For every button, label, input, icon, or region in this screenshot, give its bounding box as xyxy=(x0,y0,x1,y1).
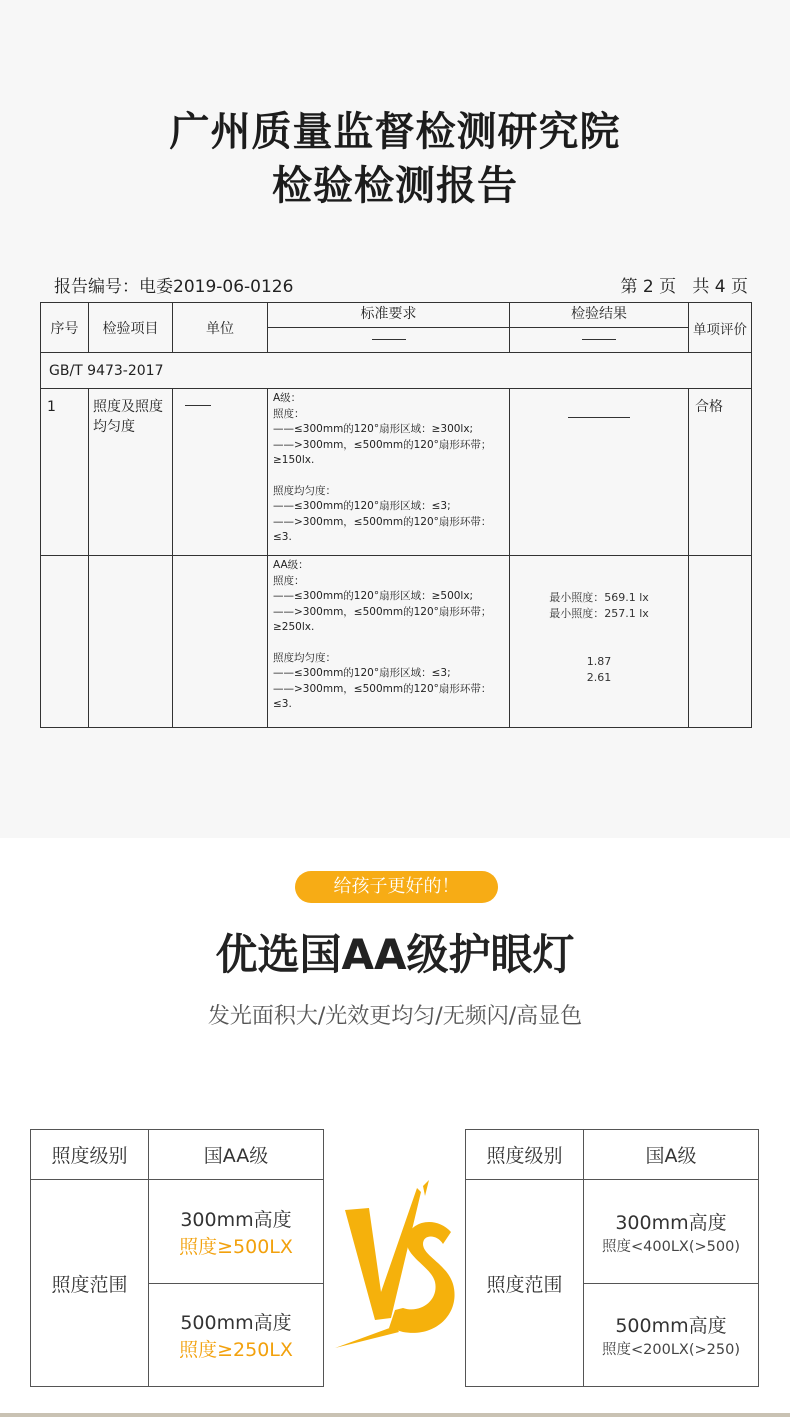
report-title: 检验检测报告 xyxy=(272,163,518,209)
header-result: 检验结果 xyxy=(510,303,689,328)
header-evaluation: 单项评价 xyxy=(689,303,752,353)
comparison-table-aa xyxy=(30,1129,324,1387)
std-line: ≤3. xyxy=(273,531,292,543)
page-info: 第 2 页 共 4 页 xyxy=(620,277,748,297)
std-line: ≥250lx. xyxy=(273,621,315,633)
comparison-table-a xyxy=(465,1129,759,1387)
row1-no: 1 xyxy=(41,389,89,556)
vs-graphic xyxy=(325,1180,465,1355)
range-500mm xyxy=(584,1284,759,1387)
vs-v-shape xyxy=(345,1188,421,1320)
level-value: 国AA级 xyxy=(149,1130,324,1180)
vs-flare xyxy=(423,1180,429,1196)
header-standard-dash xyxy=(268,328,510,353)
std-line: ——>300mm，≤500mm的120°扇形环带： xyxy=(273,515,492,528)
row1-evaluation: 合格 xyxy=(689,389,752,556)
promo-headline: 优选国AA级护眼灯 xyxy=(215,930,575,979)
row1-item: 照度及照度均匀度 xyxy=(89,389,173,556)
height-300-label: 300mm高度 xyxy=(180,1208,292,1231)
row2-result xyxy=(510,556,689,728)
standard-code: GB/T 9473-2017 xyxy=(41,353,752,389)
std-line: 照度： xyxy=(273,407,305,420)
level-value: 国A级 xyxy=(584,1130,759,1180)
report-number: 报告编号：电委2019-06-0126 xyxy=(54,277,294,297)
std-line: 照度均匀度： xyxy=(273,484,336,497)
row1-standard xyxy=(268,389,510,556)
row1-result-dash xyxy=(510,389,689,556)
illum-300-value: 照度<400LX(>500) xyxy=(602,1238,740,1255)
std-line: ——≤300mm的120°扇形区域：≥300lx; xyxy=(273,423,474,435)
range-label: 照度范围 xyxy=(31,1180,149,1387)
header-no: 序号 xyxy=(41,303,89,353)
illum-500-value: 照度<200LX(>250) xyxy=(602,1342,740,1358)
std-line: 照度均匀度： xyxy=(273,651,336,664)
std-line: AA级： xyxy=(273,559,309,571)
std-line: ——≤300mm的120°扇形区域：≥500lx; xyxy=(273,590,474,602)
row2-unit xyxy=(173,556,268,728)
std-line: ——>300mm，≤500mm的120°扇形环带； xyxy=(273,438,492,451)
bottom-divider xyxy=(0,1413,790,1417)
row1-unit-dash xyxy=(173,389,268,556)
range-label: 照度范围 xyxy=(466,1180,584,1387)
row2-item xyxy=(89,556,173,728)
result-uniformity-1: 1.87 xyxy=(586,655,612,668)
height-500-label: 500mm高度 xyxy=(180,1312,292,1334)
level-label: 照度级别 xyxy=(466,1130,584,1180)
std-line: ——>300mm，≤500mm的120°扇形环带； xyxy=(273,605,492,618)
report-title-institute: 广州质量监督检测研究院 xyxy=(169,109,621,155)
header-unit: 单位 xyxy=(173,303,268,353)
height-300-label: 300mm高度 xyxy=(615,1211,727,1234)
header-result-dash xyxy=(510,328,689,353)
row2-standard xyxy=(268,556,510,728)
header-item: 检验项目 xyxy=(89,303,173,353)
promo-badge: 给孩子更好的！ xyxy=(295,871,498,903)
row2-evaluation xyxy=(689,556,752,728)
illum-500-value: 照度≥250LX xyxy=(179,1339,293,1361)
range-300mm xyxy=(584,1180,759,1284)
std-line: ——≤300mm的120°扇形区域：≤3; xyxy=(273,667,451,679)
promo-subline: 发光面积大/光效更均匀/无频闪/高显色 xyxy=(207,1004,583,1029)
illum-300-value: 照度≥500LX xyxy=(179,1235,293,1258)
std-line: ——≤300mm的120°扇形区域：≤3; xyxy=(273,500,451,512)
range-300mm xyxy=(149,1180,324,1284)
result-uniformity-2: 2.61 xyxy=(586,671,612,684)
std-line: A级： xyxy=(273,392,302,404)
result-illum-1: 最小照度：569.1 lx xyxy=(549,591,649,604)
vs-streak xyxy=(335,1326,399,1348)
std-line: ——>300mm，≤500mm的120°扇形环带： xyxy=(273,682,492,695)
level-label: 照度级别 xyxy=(31,1130,149,1180)
result-illum-2: 最小照度：257.1 lx xyxy=(549,607,649,620)
header-standard: 标准要求 xyxy=(268,303,510,328)
report-table xyxy=(40,302,752,728)
height-500-label: 500mm高度 xyxy=(615,1315,727,1337)
row2-no xyxy=(41,556,89,728)
range-500mm xyxy=(149,1284,324,1387)
std-line: ≤3. xyxy=(273,698,292,710)
std-line: ≥150lx. xyxy=(273,454,315,466)
std-line: 照度： xyxy=(273,574,305,587)
